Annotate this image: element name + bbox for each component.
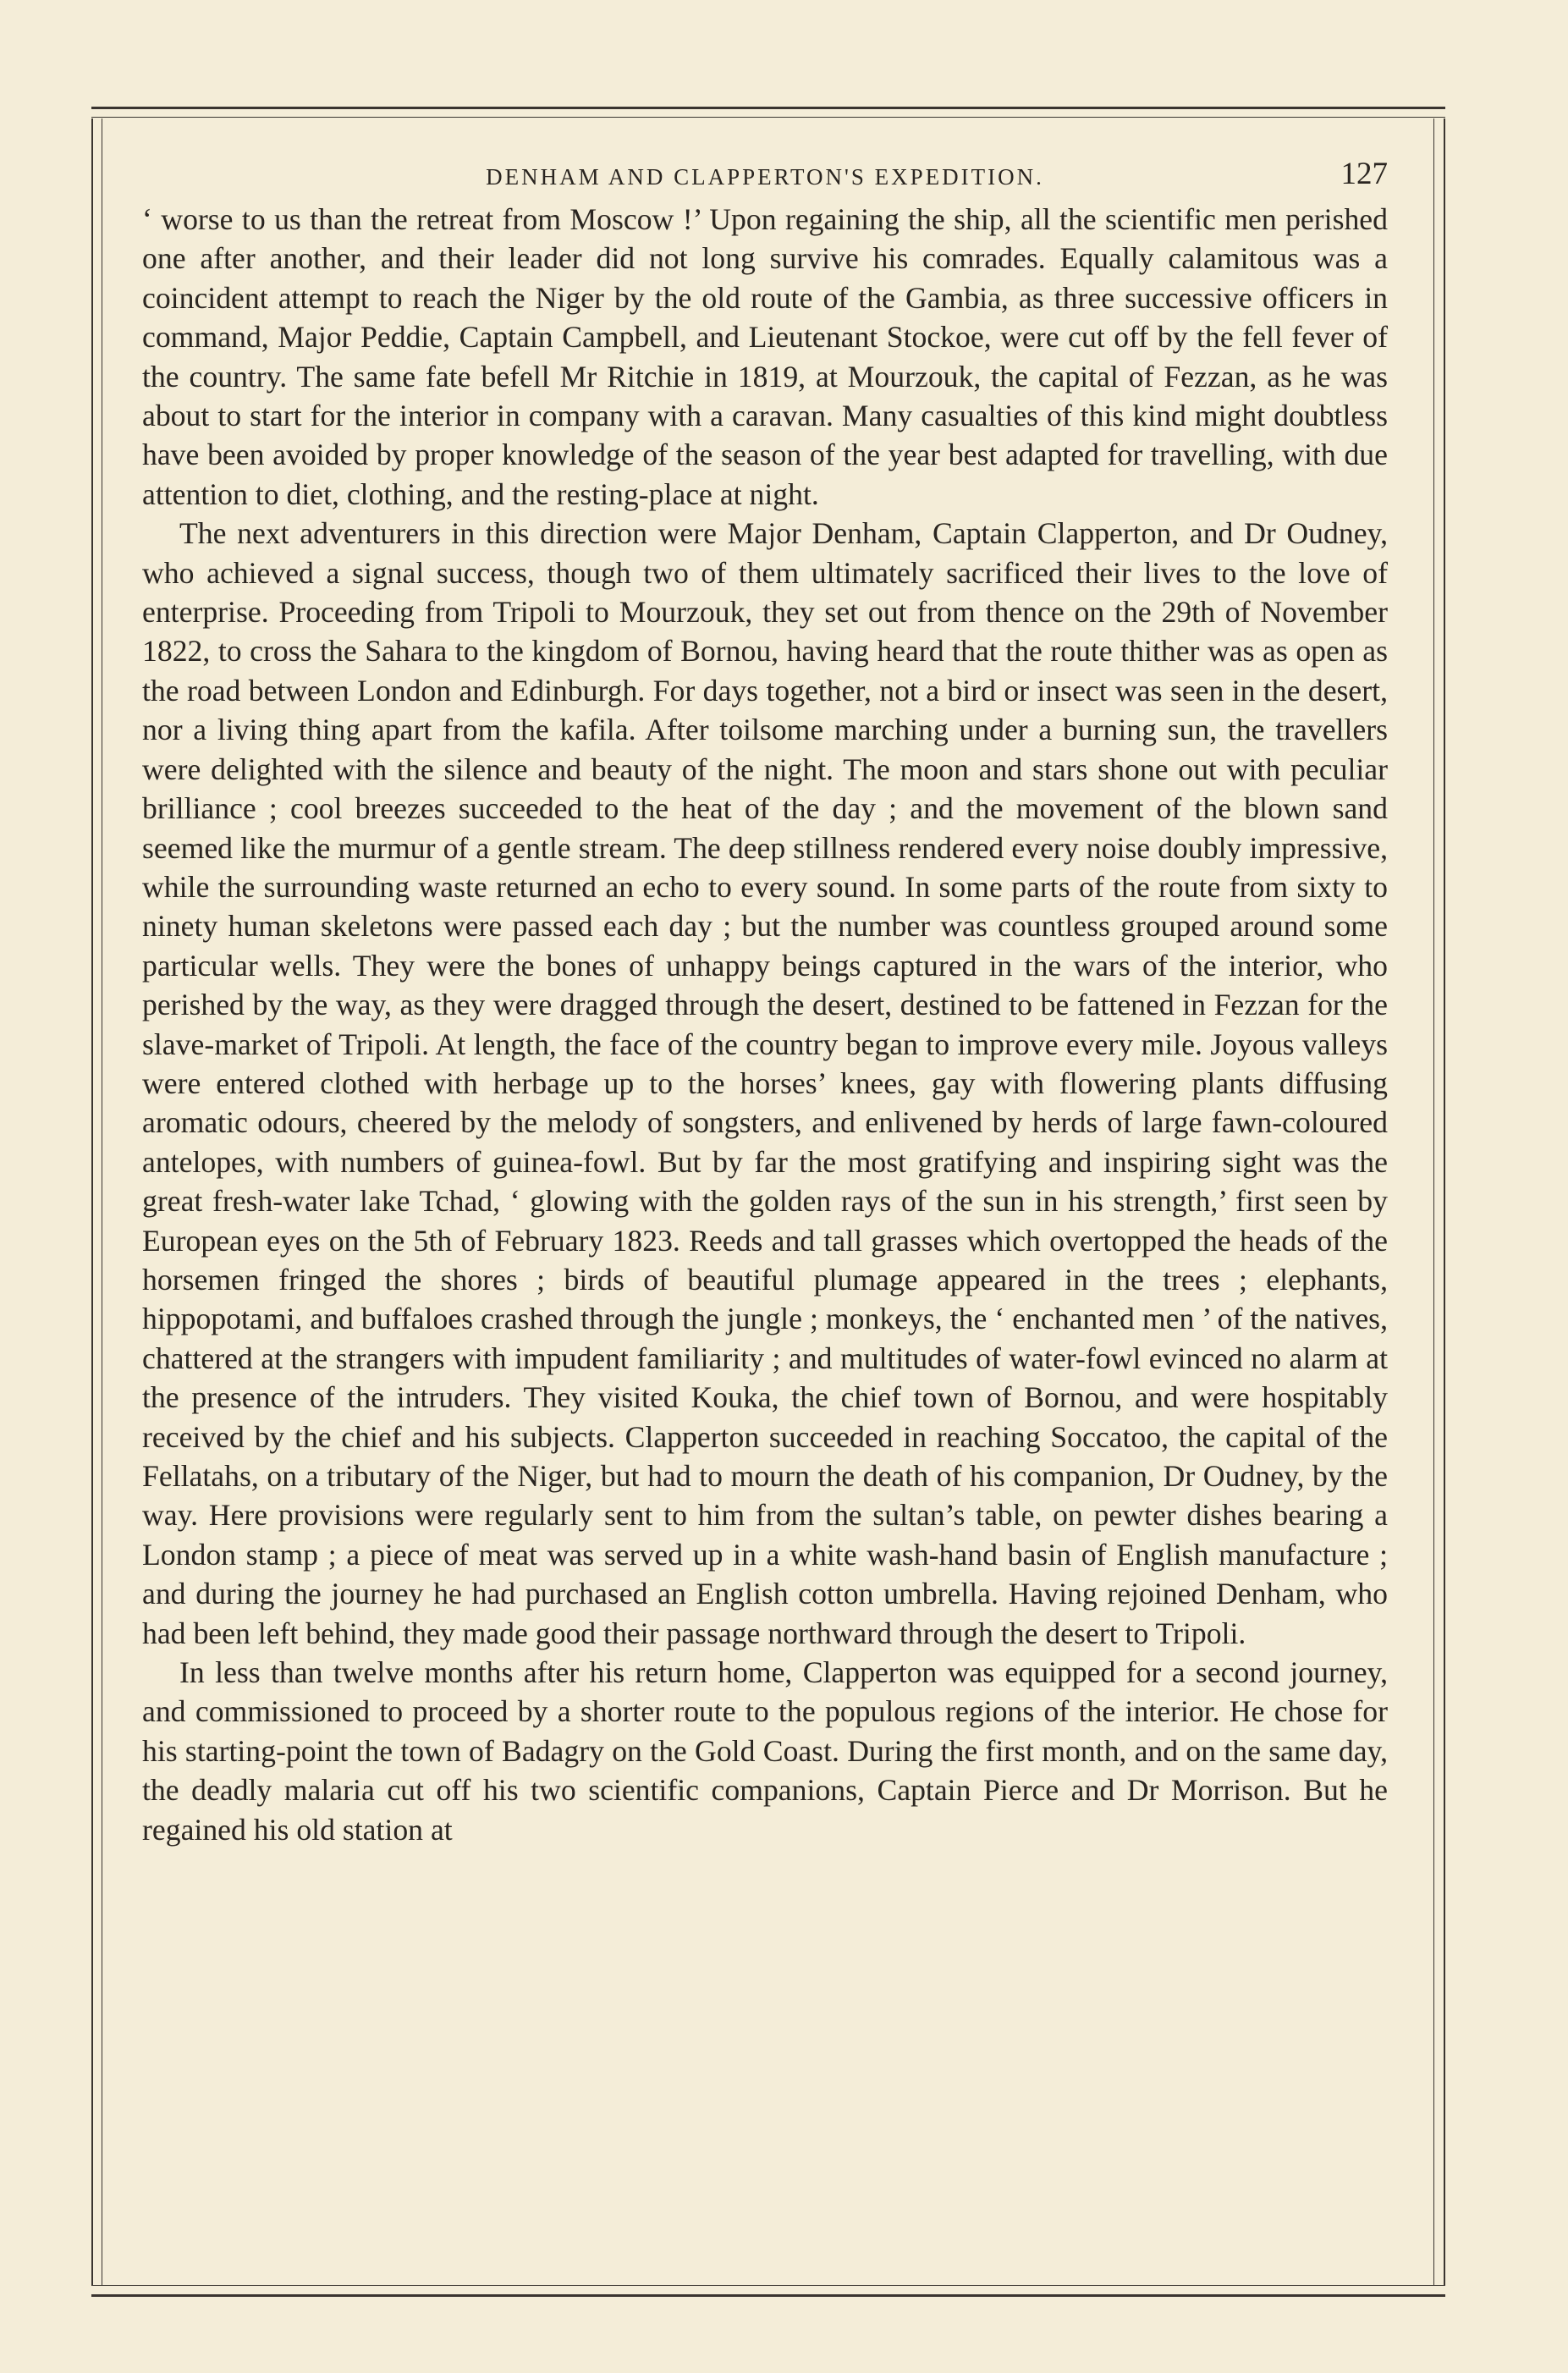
right-rule-inner bbox=[1433, 118, 1434, 2285]
right-rule-outer bbox=[1444, 118, 1445, 2285]
bottom-rule-outer bbox=[91, 2294, 1445, 2297]
paragraph: The next adventurers in this direction were Major Denham, Captain Clapperton, and Dr Oudney, who achieved a signal success, though two of them ultimately sacrificed their lives to the love of enterprise. Proceeding from Tripoli to Mourzouk, they set out from thence on the 29th of November 1822, to cross the Sahara to the kingdom of Bornou, having heard that the route thither was as open as the road between London and Edinburgh. For days together, not a bird or insect was seen in the desert, nor a living thing apart from the kafila. After toilsome marching under a burning sun, the travellers were delighted with the silence and beauty of the night. The moon and stars shone out with peculiar brilliance ; cool breezes succeeded to the heat of the day ; and the movement of the blown sand seemed like the murmur of a gentle stream. The deep stillness rendered every noise doubly impressive, while the surrounding waste returned an echo to every sound. In some parts of the route from sixty to ninety human skeletons were passed each day ; but the number was countless grouped around some particular wells. They were the bones of unhappy beings captured in the wars of the interior, who perished by the way, as they were dragged through the desert, destined to be fattened in Fezzan for the slave-market of Tripoli. At length, the face of the country began to improve every mile. Joyous valleys were entered clothed with herbage up to the horses’ knees, gay with flowering plants diffusing aromatic odours, cheered by the melody of songsters, and enlivened by herds of large fawn-coloured antelopes, with numbers of guinea-fowl. But by far the most gratifying and inspiring sight was the great fresh-water lake Tchad, ‘ glowing with the golden rays of the sun in his strength,’ first seen by European eyes on the 5th of February 1823. Reeds and tall grasses which overtopped the heads of the horsemen fringed the shores ; birds of beautiful plumage appeared in the trees ; elephants, hippopotami, and buffaloes crashed through the jungle ; monkeys, the ‘ enchanted men ’ of the natives, chattered at the strangers with impudent familiarity ; and multitudes of water-fowl evinced no alarm at the presence of the intruders. They visited Kouka, the chief town of Bornou, and were hospitably received by the chief and his subjects. Clapperton succeeded in reaching Soccatoo, the capital of the Fellatahs, on a tributary of the Niger, but had to mourn the death of his companion, Dr Oudney, by the way. Here provisions were regularly sent to him from the sultan’s table, on pewter dishes bearing a London stamp ; a piece of meat was served up in a white wash-hand basin of English manufacture ; and during the journey he had purchased an English cotton umbrella. Having rejoined Denham, who had been left behind, they made good their passage northward through the desert to Tripoli. bbox=[142, 516, 1388, 1650]
top-rule-outer bbox=[91, 107, 1445, 109]
paragraph: In less than twelve months after his return home, Clapperton was equipped for a second journey, and commissioned to proceed by a shorter route to the populous regions of the interior. He chose for his starting-point the town of Badagry on the Gold Coast. During the first month, and on the same day, the deadly malaria cut off his two scientific companions, Captain Pierce and Dr Morrison. But he regained his old station at bbox=[142, 1655, 1388, 1847]
top-rule-inner bbox=[91, 117, 1445, 118]
page-header bbox=[142, 152, 1388, 200]
bottom-rule-inner bbox=[91, 2285, 1445, 2286]
paragraph: ‘ worse to us than the retreat from Moscow !’ Upon regaining the ship, all the scientific men perished one after another, and their leader did not long survive his comrades. Equally calamitous was a coincident attempt to reach the Niger by the old route of the Gambia, as three successive officers in command, Major Peddie, Captain Campbell, and Lieutenant Stockoe, were cut off by the fell fever of the country. The same fate befell Mr Ritchie in 1819, at Mourzouk, the capital of Fezzan, as he was about to start for the interior in company with a caravan. Many casualties of this kind might doubtless have been avoided by proper knowledge of the season of the year best adapted for travelling, with due attention to diet, clothing, and the resting-place at night. bbox=[142, 202, 1388, 511]
page-number: 127 bbox=[1340, 157, 1388, 191]
page bbox=[142, 152, 1388, 1849]
running-head: DENHAM AND CLAPPERTON'S EXPEDITION. bbox=[486, 164, 1044, 190]
left-rule-outer bbox=[91, 118, 93, 2285]
body-text bbox=[142, 200, 1388, 1849]
